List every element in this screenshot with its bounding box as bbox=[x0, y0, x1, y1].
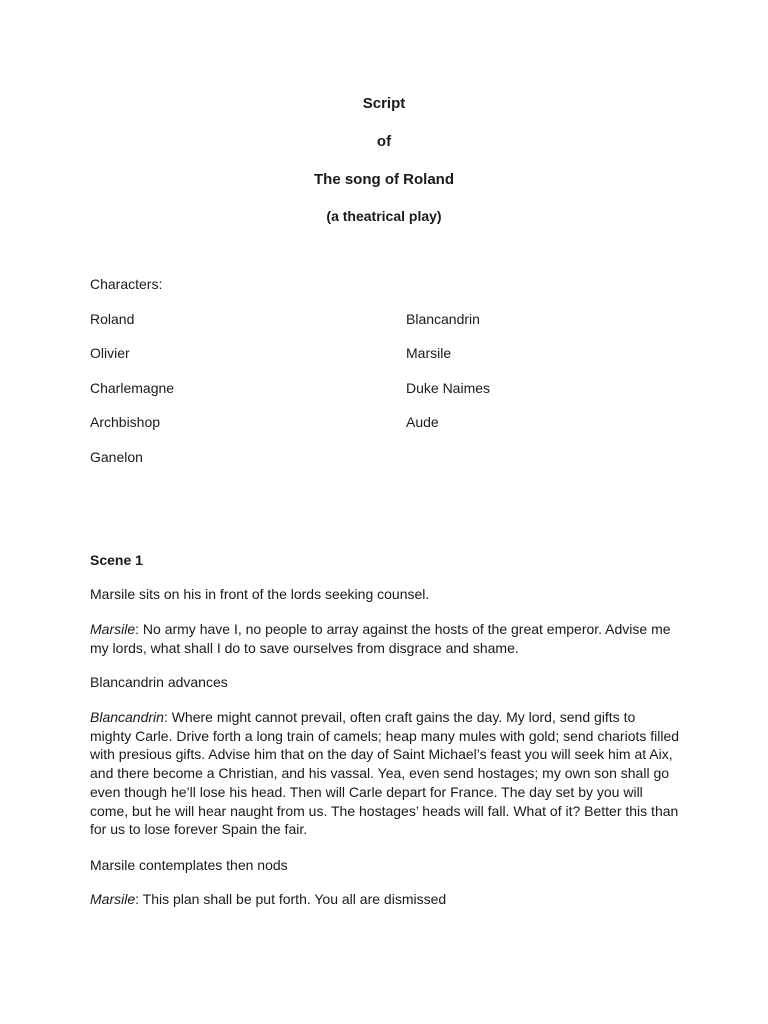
stage-direction-1: Marsile sits on his in front of the lords seeking counsel. bbox=[90, 586, 430, 602]
character-archbishop: Archbishop bbox=[90, 414, 161, 430]
stage-direction-2: Blancandrin advances bbox=[90, 674, 228, 690]
title-script: Script bbox=[362, 95, 406, 112]
character-duke-naimes: Duke Naimes bbox=[406, 380, 491, 396]
character-charlemagne: Charlemagne bbox=[90, 380, 175, 396]
subtitle: (a theatrical play) bbox=[326, 208, 442, 224]
dialogue-marsile-1 bbox=[90, 620, 680, 657]
character-marsile: Marsile bbox=[406, 345, 452, 361]
character-olivier: Olivier bbox=[90, 345, 130, 361]
character-ganelon: Ganelon bbox=[90, 449, 143, 465]
dialogue-text: : Where might cannot prevail, often craft gains the day. My lord, send gifts to mighty Carle. Drive forth a long train of camels; heap many mules with gold; send chariots filled with presious gifts. Advise him that on the day of Saint Michael’s feast you will seek him at Aix, and there become a Christian, and his vassal. Yea, even send hostages; my own son shall go even though he’ll lose his head. Then will Carle depart for France. The day set by you will come, but he will hear naught from us. The hostages’ heads will fall. What of it? Better this than for us to lose forever Spain the fair. bbox=[90, 709, 680, 838]
title-play-name: The song of Roland bbox=[314, 171, 454, 188]
dialogue-blancandrin bbox=[90, 708, 680, 839]
character-aude: Aude bbox=[406, 414, 439, 430]
title-of: of bbox=[376, 133, 392, 150]
stage-direction-3: Marsile contemplates then nods bbox=[90, 857, 288, 873]
characters-heading: Characters: bbox=[90, 276, 163, 292]
character-blancandrin: Blancandrin bbox=[406, 311, 480, 327]
character-roland: Roland bbox=[90, 311, 135, 327]
speaker-name: Marsile bbox=[90, 621, 136, 637]
speaker-name: Marsile bbox=[90, 891, 136, 907]
speaker-name: Blancandrin bbox=[90, 709, 164, 725]
scene-heading: Scene 1 bbox=[90, 552, 143, 568]
dialogue-text: : No army have I, no people to array against the hosts of the great emperor. Advise me my lords, what shall I do to save ourselves from disgrace and shame. bbox=[90, 621, 671, 656]
dialogue-text: : This plan shall be put forth. You all are dismissed bbox=[135, 891, 447, 907]
dialogue-marsile-2 bbox=[90, 890, 680, 909]
